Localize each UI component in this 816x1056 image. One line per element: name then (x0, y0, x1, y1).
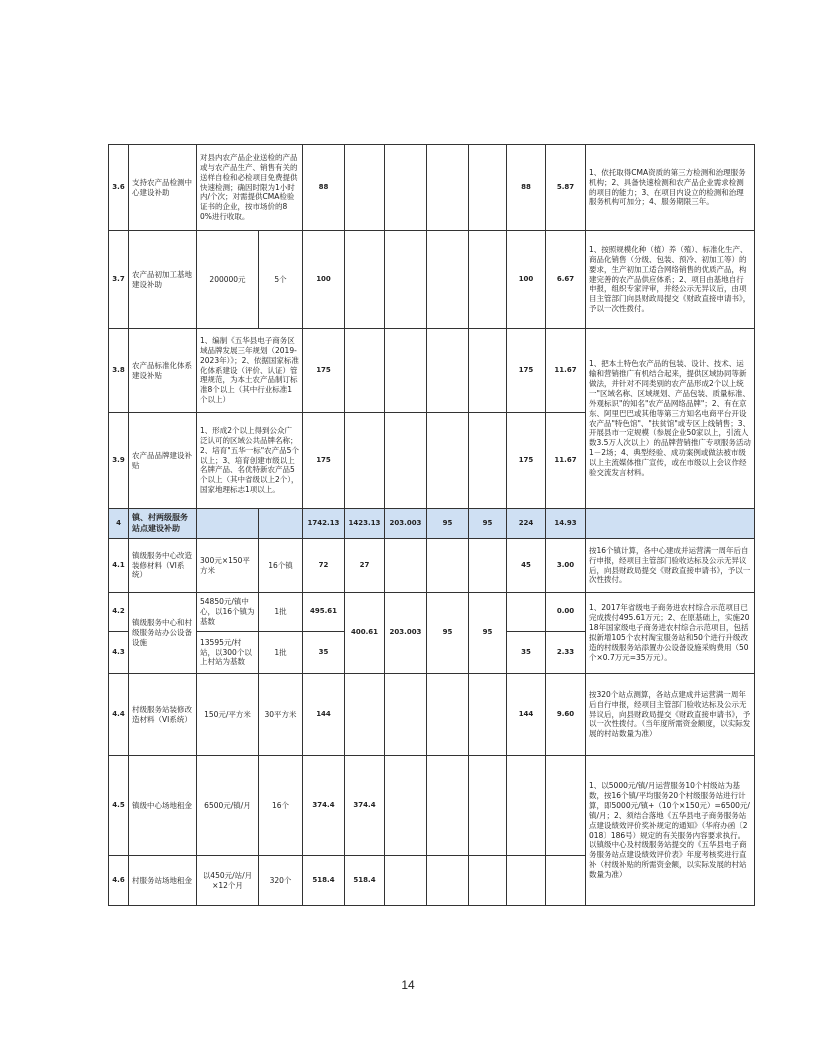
fund-col-10 (507, 756, 546, 856)
percentage: 6.67 (546, 231, 586, 329)
fund-col-6: 1423.13 (345, 509, 385, 539)
table-row (109, 145, 755, 231)
row-number: 4.5 (109, 756, 129, 856)
row-number: 3.7 (109, 231, 129, 329)
percentage: 2.33 (546, 632, 586, 674)
item-name: 农产品标准化体系建设补贴 (129, 329, 197, 413)
fund-col-6-merged: 400.61 (345, 593, 385, 674)
funding-table (108, 144, 755, 906)
criteria: 1、2017年省级电子商务进农村综合示范项目已完成拨付495.61万元；2、在原基础上，实施2018年国家级电子商务进农村综合示范项目，包括拟新增105个农村淘宝服务站和50个进行升级改造的村级服务站添置办公设备设施采购费用（50个×0.7万元=35万元）。 (586, 593, 755, 674)
fund-col-10: 175 (507, 413, 546, 509)
fund-col-7 (385, 539, 427, 593)
quantity: 16个镇 (259, 539, 303, 593)
row-number: 4.1 (109, 539, 129, 593)
row-number: 3.6 (109, 145, 129, 231)
total-amount: 88 (303, 145, 345, 231)
percentage: 11.67 (546, 329, 586, 413)
fund-col-10: 175 (507, 329, 546, 413)
item-name: 农产品初加工基地建设补助 (129, 231, 197, 329)
percentage: 0.00 (546, 593, 586, 632)
total-amount: 144 (303, 674, 345, 756)
fund-col-8 (427, 756, 469, 856)
table-row (109, 674, 755, 756)
subsidy-standard: 6500元/镇/月 (197, 756, 259, 856)
subsidy-standard: 对县内农产品企业送检的产品或与农产品生产、销售有关的送样自检和必检项目免费提供快速检测；确因时限为1小时内/个次；对需提供CMA检验证书的企业，按市场价的80%进行收取。 (197, 145, 303, 231)
fund-col-9 (469, 231, 507, 329)
table-row (109, 539, 755, 593)
percentage: 9.60 (546, 674, 586, 756)
quantity: 16个 (259, 756, 303, 856)
quantity: 320个 (259, 856, 303, 906)
fund-col-9 (469, 674, 507, 756)
fund-col-7 (385, 329, 427, 413)
fund-col-8 (427, 413, 469, 509)
criteria: 按320个站点测算，各站点建成并运营满一周年后自行申报，经项目主管部门验收达标及公示无异议后，向县财政局提交《财政直接申请书》，予以一次性拨付。（当年度所需资金额度，以实际发展的村站数量为准） (586, 674, 755, 756)
table-row (109, 231, 755, 329)
total-amount: 72 (303, 539, 345, 593)
total-amount: 35 (303, 632, 345, 674)
row-number: 4.3 (109, 632, 129, 674)
subsidy-standard: 13595元/村站，以300个以上村站为基数 (197, 632, 259, 674)
fund-col-8: 95 (427, 509, 469, 539)
fund-col-8 (427, 231, 469, 329)
subsidy-standard: 200000元 (197, 231, 259, 329)
fund-col-8 (427, 329, 469, 413)
quantity: 5个 (259, 231, 303, 329)
subsidy-standard: 300元×150平方米 (197, 539, 259, 593)
fund-col-10: 88 (507, 145, 546, 231)
criteria: 按16个镇计算，各中心建成并运营满一周年后自行申报，经项目主管部门验收达标及公示无异议后，向县财政局提交《财政直接申请书》，予以一次性拨付。 (586, 539, 755, 593)
fund-col-8 (427, 856, 469, 906)
row-number: 3.8 (109, 329, 129, 413)
fund-col-6 (345, 145, 385, 231)
fund-col-9-merged: 95 (469, 593, 507, 674)
subsidy-standard: 以450元/站/月×12个月 (197, 856, 259, 906)
fund-col-9 (469, 329, 507, 413)
subsidy-standard (197, 509, 259, 539)
fund-col-6 (345, 329, 385, 413)
fund-col-9 (469, 856, 507, 906)
percentage (546, 756, 586, 856)
item-name: 支持农产品检测中心建设补助 (129, 145, 197, 231)
fund-col-9 (469, 145, 507, 231)
fund-col-9 (469, 413, 507, 509)
subsidy-standard: 1、编制《五华县电子商务区域品牌发展三年规划（2019-2023年）》；2、依据国家标准化体系建设（评价、认证）管理规范，为本土农产品制订标准8个以上（其中行业标准1个以上） (197, 329, 303, 413)
fund-col-7: 203.003 (385, 509, 427, 539)
quantity: 30平方米 (259, 674, 303, 756)
item-name: 村服务站场地租金 (129, 856, 197, 906)
fund-col-10 (507, 856, 546, 906)
fund-col-8 (427, 674, 469, 756)
subsidy-standard: 1、形成2个以上得到公众广泛认可的区域公共品牌名称；2、培育"五华一标"农产品5个以上；3、培育创建市级以上名牌产品、名优特新农产品5个以上（其中省级以上2个），国家地理标志1项以上。 (197, 413, 303, 509)
fund-col-10: 100 (507, 231, 546, 329)
table-row (109, 329, 755, 413)
fund-col-10 (507, 593, 546, 632)
criteria: 1、把本土特色农产品的包装、设计、技术、运输和营销推广有机结合起来，提供区域协同等新做法，并针对不同类别的农产品形成2个以上统一"区域名称、区域规划、产品包装、质量标准、外观标识"的知名"农产品网络品牌"；2、有在京东、阿里巴巴或其他等第三方知名电商平台开设农产品"特色馆"、"扶贫馆"或专区上线销售；3、开展县市一定规模（参展企业50家以上，引流人数3.5万人次以上）的品牌营销推广专项服务活动1－2场；4、典型经验、成功案例或做法被市级以上主流媒体推广宣传，或在市级以上会议作经验交流发言材料。 (586, 329, 755, 509)
row-number: 4.6 (109, 856, 129, 906)
item-name: 镇级服务中心和村级服务站办公设备设施 (129, 593, 197, 674)
fund-col-7 (385, 856, 427, 906)
percentage: 14.93 (546, 509, 586, 539)
total-amount: 100 (303, 231, 345, 329)
fund-col-9 (469, 756, 507, 856)
total-amount: 374.4 (303, 756, 345, 856)
criteria: 1、以5000元/镇/月运营服务10个村级站为基数，按16个镇/平均服务20个村级服务站进行计算，即5000元/镇+（10个×150元）=6500元/镇/月；2、须结合落地《五华县电子商务服务站点建设绩效评价奖补规定的通知》（华府办函〔2018〕186号）规定的有关服务内容要求执行。以镇级中心及村级服务站提交的《五华县电子商务服务站点建设绩效评价表》年度考核奖进行直补（村级补贴的所需资金额，以实际发展的村站数量为准） (586, 756, 755, 906)
item-name: 镇级中心场地租金 (129, 756, 197, 856)
fund-col-7 (385, 756, 427, 856)
total-amount: 175 (303, 413, 345, 509)
percentage: 3.00 (546, 539, 586, 593)
fund-col-6 (345, 674, 385, 756)
quantity: 1批 (259, 632, 303, 674)
fund-col-6: 518.4 (345, 856, 385, 906)
fund-col-6 (345, 231, 385, 329)
percentage: 11.67 (546, 413, 586, 509)
fund-col-10: 224 (507, 509, 546, 539)
total-amount: 495.61 (303, 593, 345, 632)
fund-col-10: 45 (507, 539, 546, 593)
fund-col-6 (345, 413, 385, 509)
criteria: 1、依托取得CMA资质的第三方检测和治理服务机构；2、具备快速检测和农产品企业需求检测的项目的能力；3、在项目内设立的检测和治理服务机构可加分；4、服务期限三年。 (586, 145, 755, 231)
total-amount: 1742.13 (303, 509, 345, 539)
percentage (546, 856, 586, 906)
fund-col-9 (469, 539, 507, 593)
fund-col-6: 374.4 (345, 756, 385, 856)
item-name: 农产品品牌建设补贴 (129, 413, 197, 509)
subsidy-standard: 150元/平方米 (197, 674, 259, 756)
row-number: 4.2 (109, 593, 129, 632)
fund-col-7-merged: 203.003 (385, 593, 427, 674)
fund-col-7 (385, 231, 427, 329)
quantity: 1批 (259, 593, 303, 632)
fund-col-9: 95 (469, 509, 507, 539)
percentage: 5.87 (546, 145, 586, 231)
fund-col-10: 144 (507, 674, 546, 756)
criteria: 1、按照规模化种（植）养（殖）、标准化生产、商品化销售（分级、包装、预冷、初加工等）的要求，生产初加工适合网络销售的优质产品，构建完善的农产品供应体系；2、项目由基地自行申报，组织专家评审，并经公示无异议后，由项目主管部门向县财政局提交《财政直接申请书》，予以一次性拨付。 (586, 231, 755, 329)
total-amount: 175 (303, 329, 345, 413)
table-row (109, 593, 755, 632)
row-number: 4 (109, 509, 129, 539)
fund-col-7 (385, 413, 427, 509)
row-number: 3.9 (109, 413, 129, 509)
fund-col-7 (385, 674, 427, 756)
fund-col-8 (427, 145, 469, 231)
row-number: 4.4 (109, 674, 129, 756)
fund-col-10: 35 (507, 632, 546, 674)
fund-col-6: 27 (345, 539, 385, 593)
section-row (109, 509, 755, 539)
fund-col-8-merged: 95 (427, 593, 469, 674)
page-number: 14 (401, 978, 415, 992)
table-row (109, 756, 755, 856)
item-name: 镇级服务中心改造装修材料（VI系统） (129, 539, 197, 593)
item-name: 村级服务站装修改造材料（VI系统） (129, 674, 197, 756)
fund-col-8 (427, 539, 469, 593)
criteria (586, 509, 755, 539)
total-amount: 518.4 (303, 856, 345, 906)
fund-col-7 (385, 145, 427, 231)
quantity (259, 509, 303, 539)
section-name: 镇、村两级服务站点建设补助 (129, 509, 197, 539)
subsidy-standard: 54850元/镇中心，以16个镇为基数 (197, 593, 259, 632)
